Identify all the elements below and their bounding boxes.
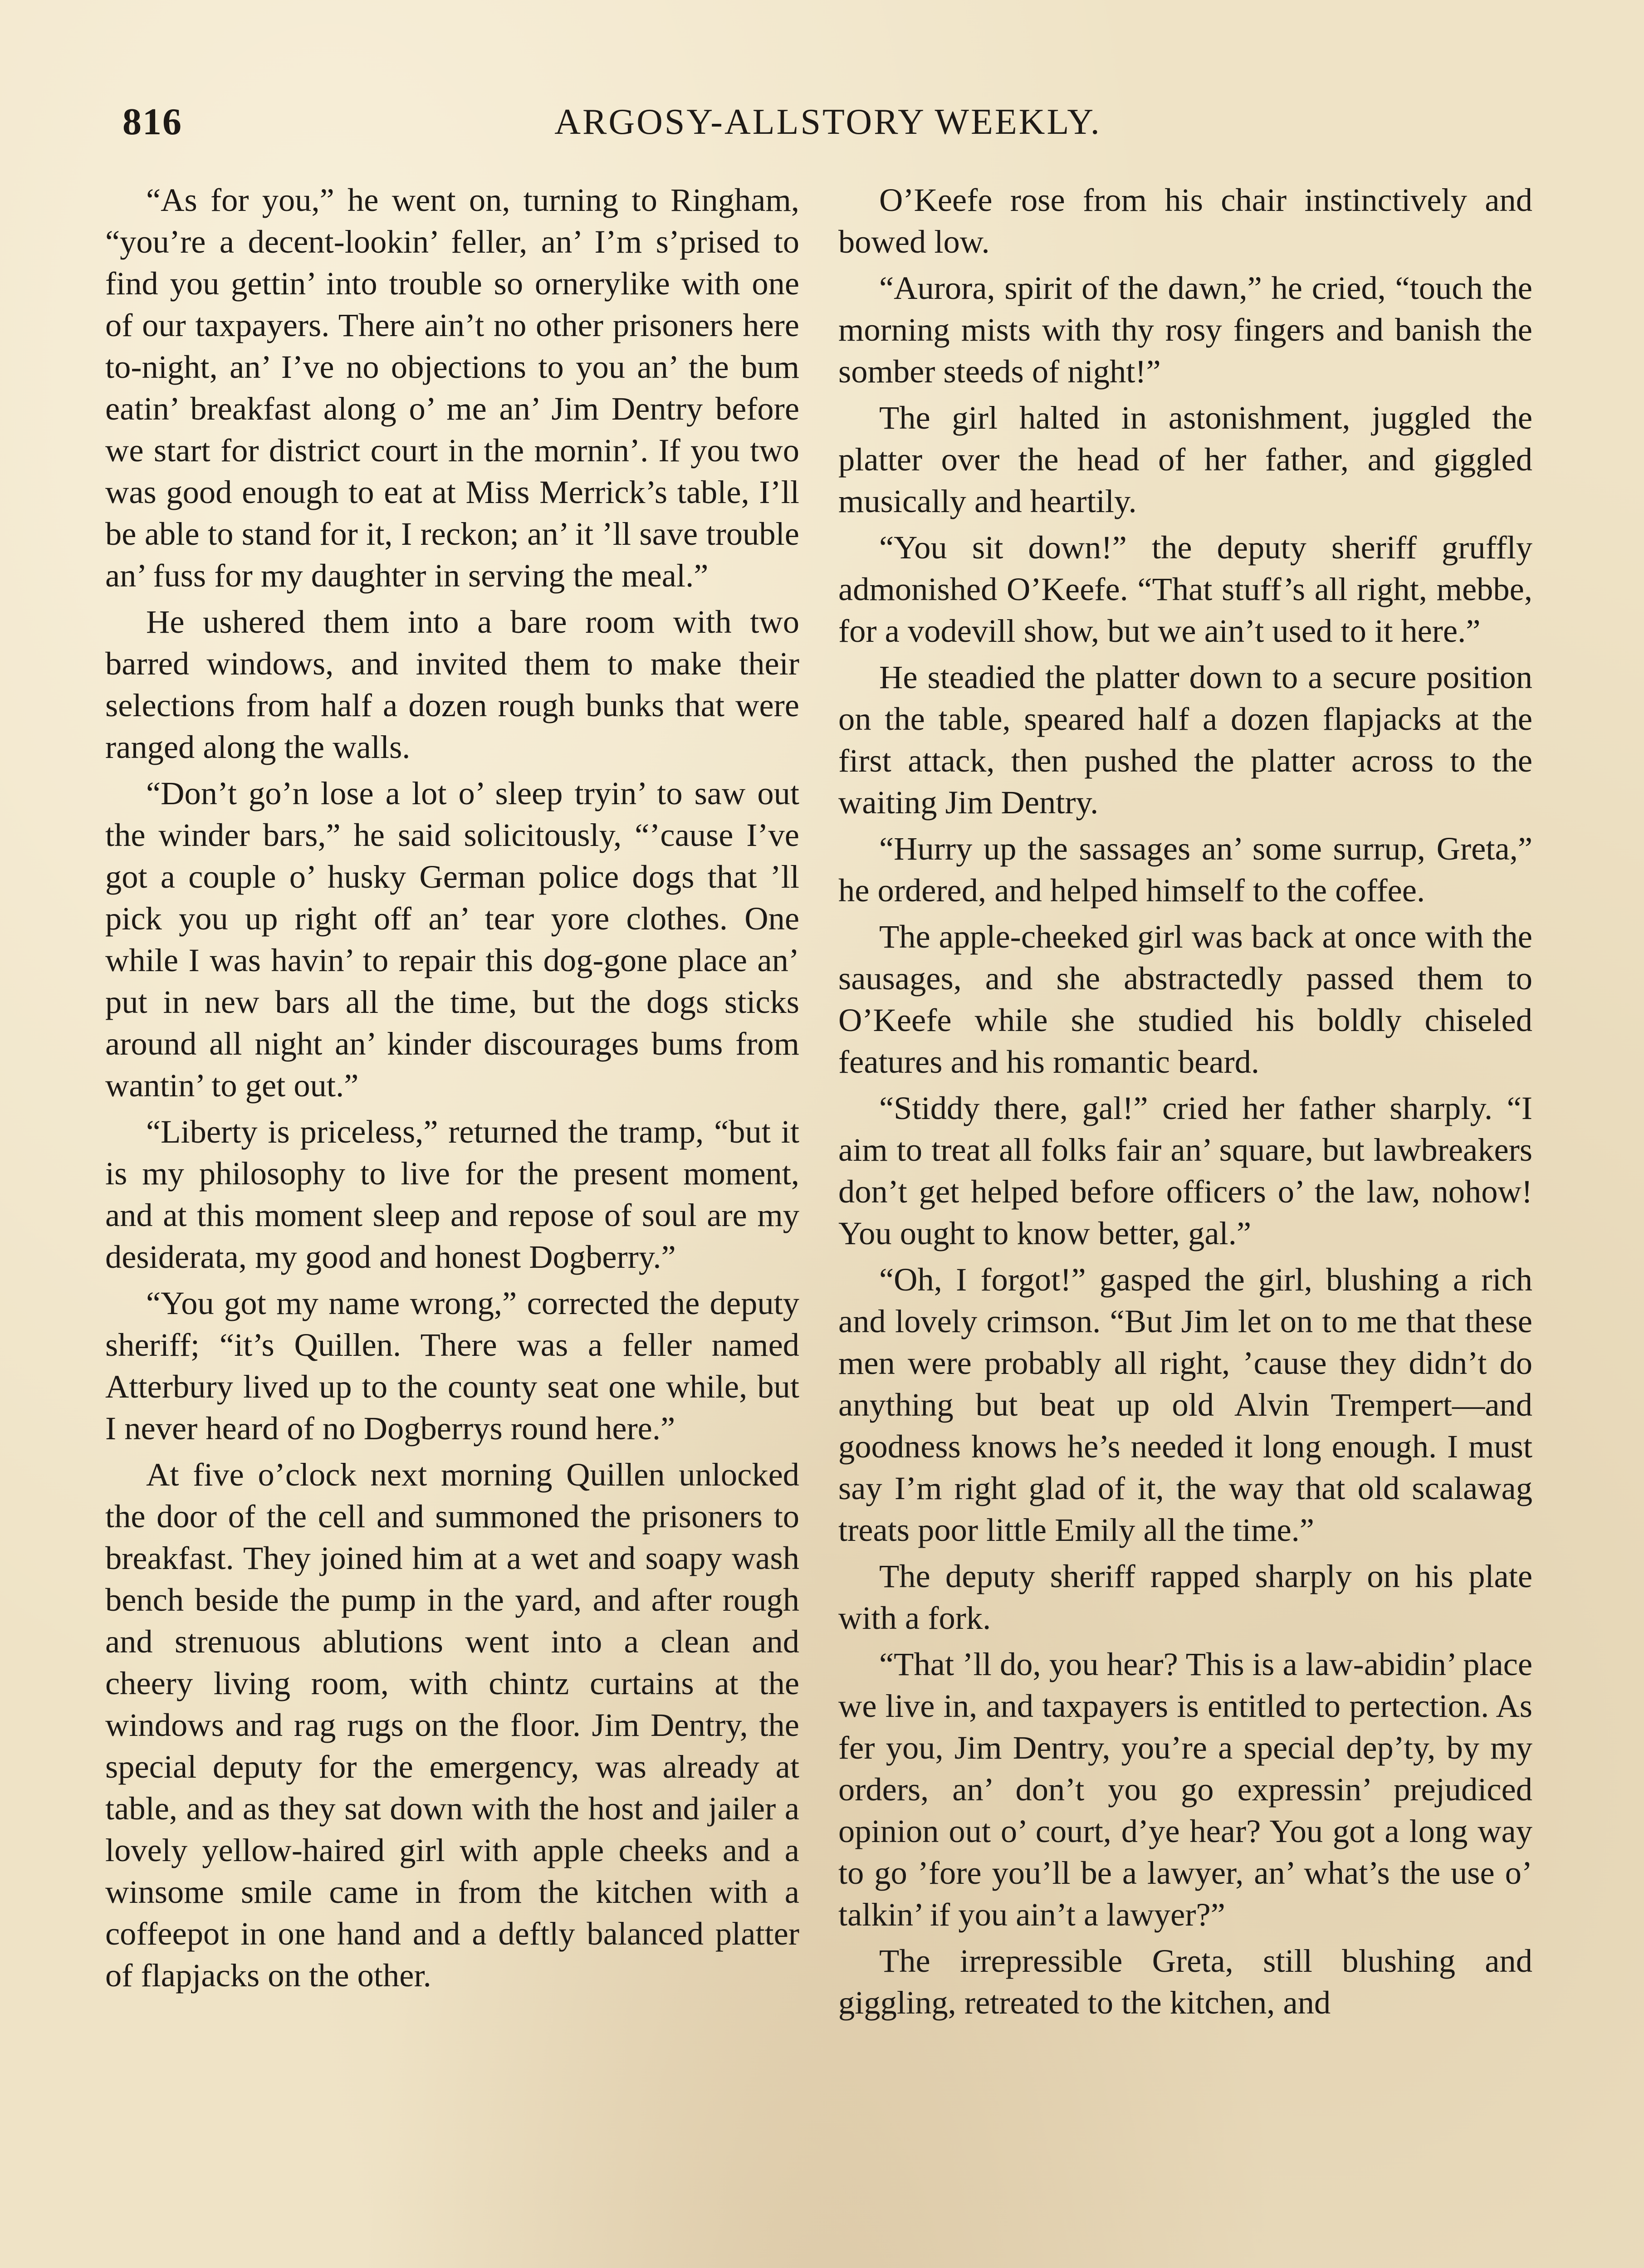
page-header xyxy=(122,100,1533,150)
paragraph: “You got my name wrong,” corrected the deputy sheriff; “it’s Quillen. There was a feller named Atterbury lived up to the county seat one while, but I never heard of no Dogberrys round here.” xyxy=(105,1285,799,1447)
left-column xyxy=(105,179,799,2268)
paragraph: “Don’t go’n lose a lot o’ sleep tryin’ to saw out the winder bars,” he said solicitously, “’cause I’ve got a couple o’ husky German police dogs that ’ll pick you up right off an’ tear yore clothes. One while I was havin’ to repair this dog-gone place an’ put in new bars all the time, but the dogs sticks around all night an’ kinder discourages bums from wantin’ to get out.” xyxy=(105,775,799,1104)
paragraph: “You sit down!” the deputy sheriff gruffly admonished O’Keefe. “That stuff’s all right, mebbe, for a vodevill show, but we ain’t used to it here.” xyxy=(838,529,1532,649)
paragraph: “That ’ll do, you hear? This is a law-abidin’ place we live in, and taxpayers is entitled to pertection. As fer you, Jim Dentry, you’re a special dep’ty, by my orders, an’ don’t you go expressin’ prejudiced opinion out o’ court, d’ye hear? You got a long way to go ’fore you’ll be a lawyer, an’ what’s the use o’ talkin’ if you ain’t a lawyer?” xyxy=(838,1646,1532,1933)
paragraph: The apple-cheeked girl was back at once with the sausages, and she abstractedly passed them to O’Keefe while she studied his boldly chiseled features and his romantic beard. xyxy=(838,918,1532,1080)
paragraph: “Liberty is priceless,” returned the tramp, “but it is my philosophy to live for the present moment, and at this moment sleep and repose of soul are my desiderata, my good and honest Dogberry.” xyxy=(105,1113,799,1275)
paragraph: The irrepressible Greta, still blushing and giggling, retreated to the kitchen, and xyxy=(838,1942,1532,2021)
right-column xyxy=(838,179,1532,2268)
paragraph: “Oh, I forgot!” gasped the girl, blushing a rich and lovely crimson. “But Jim let on to me that these men were probably all right, ’cause they didn’t do anything but beat up old Alvin Trempert—and goodness knows he’s needed it long enough. I must say I’m right glad of it, the way that old scalawag treats poor little Emily all the time.” xyxy=(838,1261,1532,1548)
paragraph: “As for you,” he went on, turning to Ringham, “you’re a decent-lookin’ feller, an’ I’m s’prised to find you gettin’ into trouble so ornerylike with one of our taxpayers. There ain’t no other prisoners here to-night, an’ I’ve no objections to you an’ the bum eatin’ breakfast along o’ me an’ Jim Dentry before we start for district court in the mornin’. If you two was good enough to eat at Miss Merrick’s table, I’ll be able to stand for it, I reckon; an’ it ’ll save trouble an’ fuss for my daughter in serving the meal.” xyxy=(105,181,799,594)
paragraph: He steadied the platter down to a secure position on the table, speared half a dozen flapjacks at the first attack, then pushed the platter across to the waiting Jim Dentry. xyxy=(838,659,1532,821)
paragraph: At five o’clock next morning Quillen unlocked the door of the cell and summoned the prisoners to breakfast. They joined him at a wet and soapy wash bench beside the pump in the yard, and after rough and strenuous ablutions went into a clean and cheery living room, with chintz curtains at the windows and rag rugs on the floor. Jim Dentry, the special deputy for the emergency, was already at table, and as they sat down with the host and jailer a lovely yellow-haired girl with apple cheeks and a winsome smile came in from the kitchen with a coffeepot in one hand and a deftly balanced platter of flapjacks on the other. xyxy=(105,1456,799,1994)
paragraph: The deputy sheriff rapped sharply on his plate with a fork. xyxy=(838,1558,1532,1636)
paragraph: “Aurora, spirit of the dawn,” he cried, “touch the morning mists with thy rosy fingers and banish the somber steeds of night!” xyxy=(838,269,1532,390)
paragraph: The girl halted in astonishment, juggled the platter over the head of her father, and giggled musically and heartily. xyxy=(838,399,1532,519)
page-number: 816 xyxy=(122,101,182,143)
paragraph: “Stiddy there, gal!” cried her father sharply. “I aim to treat all folks fair an’ square, but lawbreakers don’t get helped before officers o’ the law, nohow! You ought to know better, gal.” xyxy=(838,1090,1532,1251)
paragraph: “Hurry up the sassages an’ some surrup, Greta,” he ordered, and helped himself to the coffee. xyxy=(838,830,1532,909)
paragraph: O’Keefe rose from his chair instinctively and bowed low. xyxy=(838,181,1532,260)
running-head: ARGOSY-ALLSTORY WEEKLY. xyxy=(554,102,1101,142)
paragraph: He ushered them into a bare room with two barred windows, and invited them to make their selections from half a dozen rough bunks that were ranged along the walls. xyxy=(105,603,799,765)
